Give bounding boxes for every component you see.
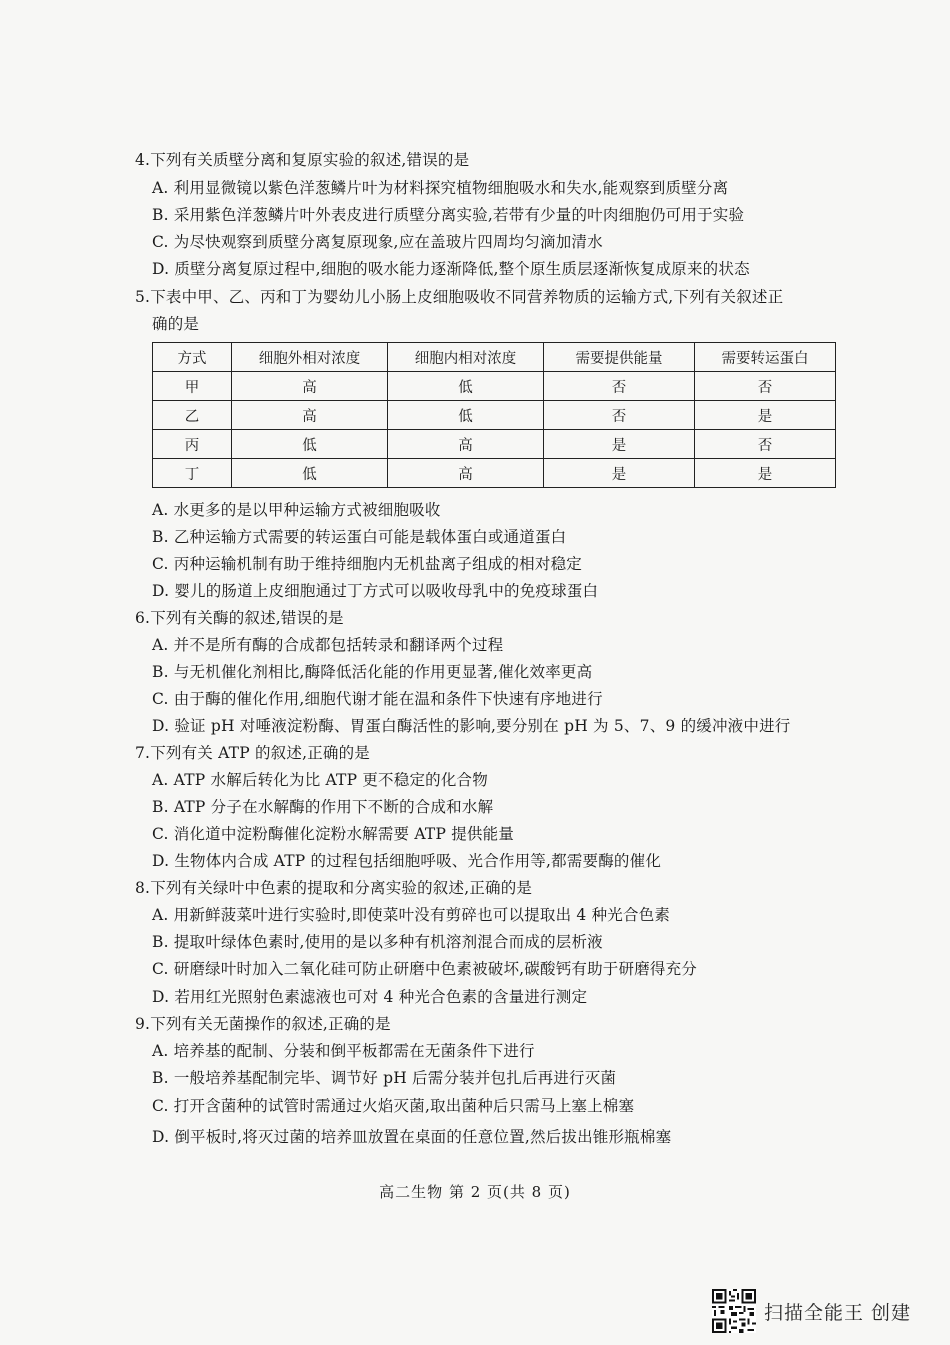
watermark-text: 扫描全能王 创建 [764, 1301, 912, 1324]
question-8-option-d: D. 若用红光照射色素滤液也可对 4 种光合色素的含量进行测定 [152, 988, 588, 1006]
question-9-option-c: C. 打开含菌种的试管时需通过火焰灭菌,取出菌种后只需马上塞上棉塞 [152, 1097, 635, 1115]
question-7-option-c: C. 消化道中淀粉酶催化淀粉水解需要 ATP 提供能量 [152, 825, 515, 843]
question-5-text: 下表中甲、乙、丙和丁为婴幼儿小肠上皮细胞吸收不同营养物质的运输方式,下列有关叙述正 [150, 288, 784, 306]
question-6-text: 下列有关酶的叙述,错误的是 [150, 609, 344, 627]
table-cell: 否 [544, 401, 695, 430]
question-8-number: 8. [135, 879, 151, 897]
table-cell: 丁 [153, 459, 232, 488]
page-footer: 高二生物 第 2 页(共 8 页) [379, 1183, 571, 1201]
question-9-text: 下列有关无菌操作的叙述,正确的是 [150, 1015, 391, 1033]
question-5-stem [135, 287, 783, 307]
question-7-stem [135, 743, 370, 763]
question-9-option-a: A. 培养基的配制、分装和倒平板都需在无菌条件下进行 [152, 1042, 535, 1060]
table-cell: 低 [232, 430, 388, 459]
qr-code-icon [712, 1289, 756, 1333]
question-5-option-c: C. 丙种运输机制有助于维持细胞内无机盐离子组成的相对稳定 [152, 555, 582, 573]
table-cell: 甲 [153, 372, 232, 401]
question-5-option-a: A. 水更多的是以甲种运输方式被细胞吸收 [152, 501, 441, 519]
table-cell: 高 [232, 401, 388, 430]
table-header-cell: 方式 [153, 343, 232, 372]
table-cell: 丙 [153, 430, 232, 459]
question-4-text: 下列有关质壁分离和复原实验的叙述,错误的是 [150, 151, 470, 169]
question-8-option-b: B. 提取叶绿体色素时,使用的是以多种有机溶剂混合而成的层析液 [152, 933, 603, 951]
table-header-row [153, 343, 836, 372]
table-header-cell: 需要转运蛋白 [695, 343, 836, 372]
table-cell: 否 [544, 372, 695, 401]
question-4-option-c: C. 为尽快观察到质壁分离复原现象,应在盖玻片四周均匀滴加清水 [152, 233, 603, 251]
table-cell: 低 [388, 401, 544, 430]
question-7-option-b: B. ATP 分子在水解酶的作用下不断的合成和水解 [152, 798, 494, 816]
question-7-option-d: D. 生物体内合成 ATP 的过程包括细胞呼吸、光合作用等,都需要酶的催化 [152, 852, 662, 870]
question-6-option-c: C. 由于酶的催化作用,细胞代谢才能在温和条件下快速有序地进行 [152, 690, 603, 708]
question-9-option-b: B. 一般培养基配制完毕、调节好 pH 后需分装并包扎后再进行灭菌 [152, 1069, 617, 1087]
table-row [153, 459, 836, 488]
table-cell: 是 [544, 430, 695, 459]
question-9-option-d: D. 倒平板时,将灭过菌的培养皿放置在桌面的任意位置,然后拔出锥形瓶棉塞 [152, 1128, 672, 1146]
question-5-option-d: D. 婴儿的肠道上皮细胞通过丁方式可以吸收母乳中的免疫球蛋白 [152, 582, 599, 600]
table-cell: 乙 [153, 401, 232, 430]
table-cell: 高 [388, 459, 544, 488]
question-8-text: 下列有关绿叶中色素的提取和分离实验的叙述,正确的是 [150, 879, 533, 897]
table-header-cell: 细胞内相对浓度 [388, 343, 544, 372]
table-cell: 低 [232, 459, 388, 488]
table-row [153, 430, 836, 459]
question-5-stem-continued: 确的是 [152, 315, 200, 333]
table-cell: 是 [695, 401, 836, 430]
question-6-option-a: A. 并不是所有酶的合成都包括转录和翻译两个过程 [152, 636, 504, 654]
transport-table [152, 342, 836, 488]
question-5-option-b: B. 乙种运输方式需要的转运蛋白可能是载体蛋白或通道蛋白 [152, 528, 567, 546]
question-4-stem [135, 150, 469, 170]
question-4-number: 4. [135, 151, 151, 169]
table-header-cell: 细胞外相对浓度 [232, 343, 388, 372]
question-4-option-b: B. 采用紫色洋葱鳞片叶外表皮进行质壁分离实验,若带有少量的叶肉细胞仍可用于实验 [152, 206, 745, 224]
question-8-stem [135, 878, 532, 898]
question-6-option-b: B. 与无机催化剂相比,酶降低活化能的作用更显著,催化效率更高 [152, 663, 593, 681]
table-cell: 否 [695, 430, 836, 459]
question-4-option-d: D. 质壁分离复原过程中,细胞的吸水能力逐渐降低,整个原生质层逐渐恢复成原来的状态 [152, 260, 750, 278]
table-row [153, 401, 836, 430]
table-cell: 高 [388, 430, 544, 459]
table-cell: 否 [695, 372, 836, 401]
table-cell: 低 [388, 372, 544, 401]
question-6-option-d: D. 验证 pH 对唾液淀粉酶、胃蛋白酶活性的影响,要分别在 pH 为 5、7、9 的缓冲液中进行 [152, 717, 791, 735]
table-row [153, 372, 836, 401]
table-cell: 是 [695, 459, 836, 488]
question-8-option-c: C. 研磨绿叶时加入二氧化硅可防止研磨中色素被破坏,碳酸钙有助于研磨得充分 [152, 960, 697, 978]
question-7-text: 下列有关 ATP 的叙述,正确的是 [150, 744, 370, 762]
question-8-option-a: A. 用新鲜菠菜叶进行实验时,即使菜叶没有剪碎也可以提取出 4 种光合色素 [152, 906, 671, 924]
table-cell: 高 [232, 372, 388, 401]
question-9-stem [135, 1014, 391, 1034]
question-6-number: 6. [135, 609, 151, 627]
scanner-watermark [712, 1289, 911, 1333]
table-cell: 是 [544, 459, 695, 488]
table-header-cell: 需要提供能量 [544, 343, 695, 372]
question-7-option-a: A. ATP 水解后转化为比 ATP 更不稳定的化合物 [152, 771, 488, 789]
question-7-number: 7. [135, 744, 151, 762]
question-6-stem [135, 608, 344, 628]
question-9-number: 9. [135, 1015, 151, 1033]
question-4-option-a: A. 利用显微镜以紫色洋葱鳞片叶为材料探究植物细胞吸水和失水,能观察到质壁分离 [152, 179, 729, 197]
question-5-number: 5. [135, 288, 151, 306]
